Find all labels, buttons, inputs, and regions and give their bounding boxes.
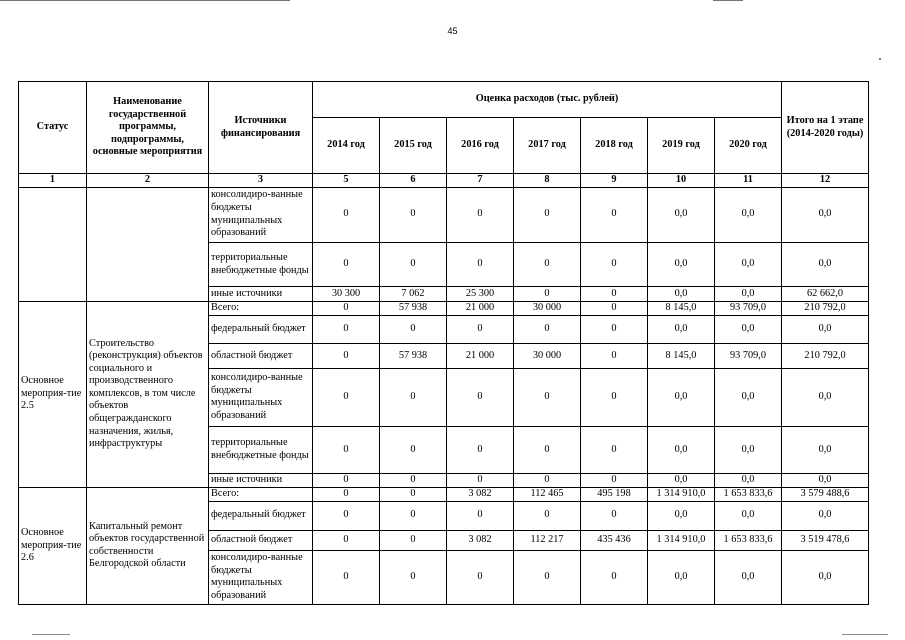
value-2018: 0 — [581, 473, 648, 487]
value-2017: 0 — [514, 473, 581, 487]
scan-speck — [879, 58, 881, 60]
scan-top-line-right — [713, 0, 743, 1]
value-total: 62 662,0 — [782, 287, 869, 301]
column-number: 12 — [782, 174, 869, 188]
value-2017: 0 — [514, 187, 581, 242]
value-2018: 0 — [581, 427, 648, 474]
value-2019: 0,0 — [648, 315, 715, 344]
column-number: 1 — [19, 174, 87, 188]
value-2014: 0 — [313, 187, 380, 242]
value-2014: 0 — [313, 242, 380, 287]
value-2018: 0 — [581, 501, 648, 530]
header-year: 2019 год — [648, 118, 715, 174]
value-2016: 0 — [447, 473, 514, 487]
value-2020: 93 709,0 — [715, 301, 782, 315]
value-2015: 0 — [380, 487, 447, 501]
value-2020: 0,0 — [715, 368, 782, 426]
value-2019: 0,0 — [648, 187, 715, 242]
column-number: 7 — [447, 174, 514, 188]
value-2016: 0 — [447, 501, 514, 530]
table-row — [19, 301, 869, 315]
value-2018: 0 — [581, 550, 648, 604]
value-2015: 0 — [380, 550, 447, 604]
funding-source: консолидиро-ванные бюджеты муниципальных образований — [209, 187, 313, 242]
value-total: 0,0 — [782, 501, 869, 530]
value-2016: 21 000 — [447, 301, 514, 315]
value-2019: 8 145,0 — [648, 344, 715, 368]
value-2018: 435 436 — [581, 530, 648, 550]
value-2015: 0 — [380, 368, 447, 426]
value-total: 0,0 — [782, 187, 869, 242]
scan-bottom-line-left — [32, 634, 70, 635]
value-2017: 112 217 — [514, 530, 581, 550]
funding-source: федеральный бюджет — [209, 501, 313, 530]
value-total: 0,0 — [782, 550, 869, 604]
column-number: 5 — [313, 174, 380, 188]
value-2016: 21 000 — [447, 344, 514, 368]
value-2020: 0,0 — [715, 187, 782, 242]
column-number: 3 — [209, 174, 313, 188]
value-2019: 0,0 — [648, 473, 715, 487]
value-2018: 0 — [581, 344, 648, 368]
value-2019: 0,0 — [648, 242, 715, 287]
funding-source: иные источники — [209, 287, 313, 301]
value-2017: 30 000 — [514, 301, 581, 315]
value-2018: 0 — [581, 315, 648, 344]
value-2020: 0,0 — [715, 473, 782, 487]
value-2015: 57 938 — [380, 344, 447, 368]
value-2014: 0 — [313, 550, 380, 604]
column-number: 11 — [715, 174, 782, 188]
header-year: 2016 год — [447, 118, 514, 174]
value-2018: 0 — [581, 242, 648, 287]
header-status: Статус — [19, 82, 87, 174]
column-number: 8 — [514, 174, 581, 188]
funding-source: консолидиро-ванные бюджеты муниципальных образований — [209, 550, 313, 604]
value-2018: 0 — [581, 301, 648, 315]
status-cell-empty — [19, 187, 87, 301]
value-total: 0,0 — [782, 473, 869, 487]
value-2017: 0 — [514, 427, 581, 474]
value-2015: 0 — [380, 473, 447, 487]
value-2017: 0 — [514, 315, 581, 344]
value-2016: 3 082 — [447, 530, 514, 550]
value-2019: 8 145,0 — [648, 301, 715, 315]
value-2019: 0,0 — [648, 550, 715, 604]
header-funding-source: Источники финансирования — [209, 82, 313, 174]
value-2017: 0 — [514, 550, 581, 604]
page-number: 45 — [447, 26, 458, 36]
value-2019: 0,0 — [648, 427, 715, 474]
value-2020: 1 653 833,6 — [715, 530, 782, 550]
value-2014: 0 — [313, 473, 380, 487]
value-2016: 25 300 — [447, 287, 514, 301]
value-2018: 0 — [581, 287, 648, 301]
value-2015: 7 062 — [380, 287, 447, 301]
value-total: 0,0 — [782, 315, 869, 344]
funding-source: областной бюджет — [209, 530, 313, 550]
value-2020: 0,0 — [715, 550, 782, 604]
activity-name: Капитальный ремонт объектов государственной собственности Белгородской области — [87, 487, 209, 604]
value-2014: 0 — [313, 344, 380, 368]
value-2020: 0,0 — [715, 287, 782, 301]
value-2020: 0,0 — [715, 242, 782, 287]
value-2020: 0,0 — [715, 427, 782, 474]
value-2016: 0 — [447, 242, 514, 287]
funding-source: территориальные внебюджетные фонды — [209, 242, 313, 287]
value-2015: 0 — [380, 530, 447, 550]
value-2019: 0,0 — [648, 368, 715, 426]
value-2015: 0 — [380, 315, 447, 344]
value-2019: 1 314 910,0 — [648, 487, 715, 501]
column-number: 2 — [87, 174, 209, 188]
value-2020: 93 709,0 — [715, 344, 782, 368]
value-2018: 0 — [581, 187, 648, 242]
value-total: 210 792,0 — [782, 301, 869, 315]
value-2017: 112 465 — [514, 487, 581, 501]
scan-top-line-left — [0, 0, 290, 1]
value-2016: 0 — [447, 315, 514, 344]
value-2014: 0 — [313, 301, 380, 315]
value-total: 210 792,0 — [782, 344, 869, 368]
value-2019: 1 314 910,0 — [648, 530, 715, 550]
activity-status: Основное мероприя-тие 2.5 — [19, 301, 87, 487]
value-2018: 495 198 — [581, 487, 648, 501]
value-2014: 0 — [313, 487, 380, 501]
value-2016: 0 — [447, 427, 514, 474]
value-2014: 0 — [313, 368, 380, 426]
header-expense-estimate: Оценка расходов (тыс. рублей) — [313, 82, 782, 118]
value-total: 3 579 488,6 — [782, 487, 869, 501]
header-year: 2020 год — [715, 118, 782, 174]
funding-source: Всего: — [209, 301, 313, 315]
value-total: 0,0 — [782, 242, 869, 287]
value-2016: 0 — [447, 368, 514, 426]
value-2018: 0 — [581, 368, 648, 426]
column-number: 9 — [581, 174, 648, 188]
value-total: 3 519 478,6 — [782, 530, 869, 550]
value-2020: 0,0 — [715, 501, 782, 530]
funding-source: консолидиро-ванные бюджеты муниципальных образований — [209, 368, 313, 426]
value-2020: 1 653 833,6 — [715, 487, 782, 501]
value-2017: 0 — [514, 368, 581, 426]
header-year: 2018 год — [581, 118, 648, 174]
header-program-name: Наименование государственной программы, подпрограммы, основные мероприятия — [87, 82, 209, 174]
value-2017: 0 — [514, 501, 581, 530]
budget-table — [18, 81, 869, 605]
column-number: 6 — [380, 174, 447, 188]
funding-source: иные источники — [209, 473, 313, 487]
funding-source: Всего: — [209, 487, 313, 501]
value-2017: 0 — [514, 242, 581, 287]
value-total: 0,0 — [782, 427, 869, 474]
value-2019: 0,0 — [648, 501, 715, 530]
value-2016: 0 — [447, 187, 514, 242]
header-year: 2015 год — [380, 118, 447, 174]
scan-bottom-line-right — [842, 634, 888, 635]
value-2016: 3 082 — [447, 487, 514, 501]
value-2015: 0 — [380, 242, 447, 287]
value-total: 0,0 — [782, 368, 869, 426]
value-2017: 30 000 — [514, 344, 581, 368]
header-year: 2017 год — [514, 118, 581, 174]
value-2015: 0 — [380, 501, 447, 530]
funding-source: федеральный бюджет — [209, 315, 313, 344]
value-2014: 0 — [313, 315, 380, 344]
value-2014: 0 — [313, 530, 380, 550]
activity-name: Строительство (реконструкция) объектов социального и производственного комплексов, в том числе объектов общегражданского назначения, жилья, инфраструктуры — [87, 301, 209, 487]
header-year: 2014 год — [313, 118, 380, 174]
column-number: 10 — [648, 174, 715, 188]
value-2014: 0 — [313, 501, 380, 530]
value-2014: 30 300 — [313, 287, 380, 301]
name-cell-empty — [87, 187, 209, 301]
table-row — [19, 487, 869, 501]
value-2019: 0,0 — [648, 287, 715, 301]
value-2015: 57 938 — [380, 301, 447, 315]
value-2017: 0 — [514, 287, 581, 301]
value-2015: 0 — [380, 187, 447, 242]
value-2015: 0 — [380, 427, 447, 474]
value-2020: 0,0 — [715, 315, 782, 344]
table-row — [19, 187, 869, 242]
value-2014: 0 — [313, 427, 380, 474]
funding-source: территориальные внебюджетные фонды — [209, 427, 313, 474]
funding-source: областной бюджет — [209, 344, 313, 368]
value-2016: 0 — [447, 550, 514, 604]
activity-status: Основное мероприя-тие 2.6 — [19, 487, 87, 604]
header-total: Итого на 1 этапе (2014-2020 годы) — [782, 82, 869, 174]
